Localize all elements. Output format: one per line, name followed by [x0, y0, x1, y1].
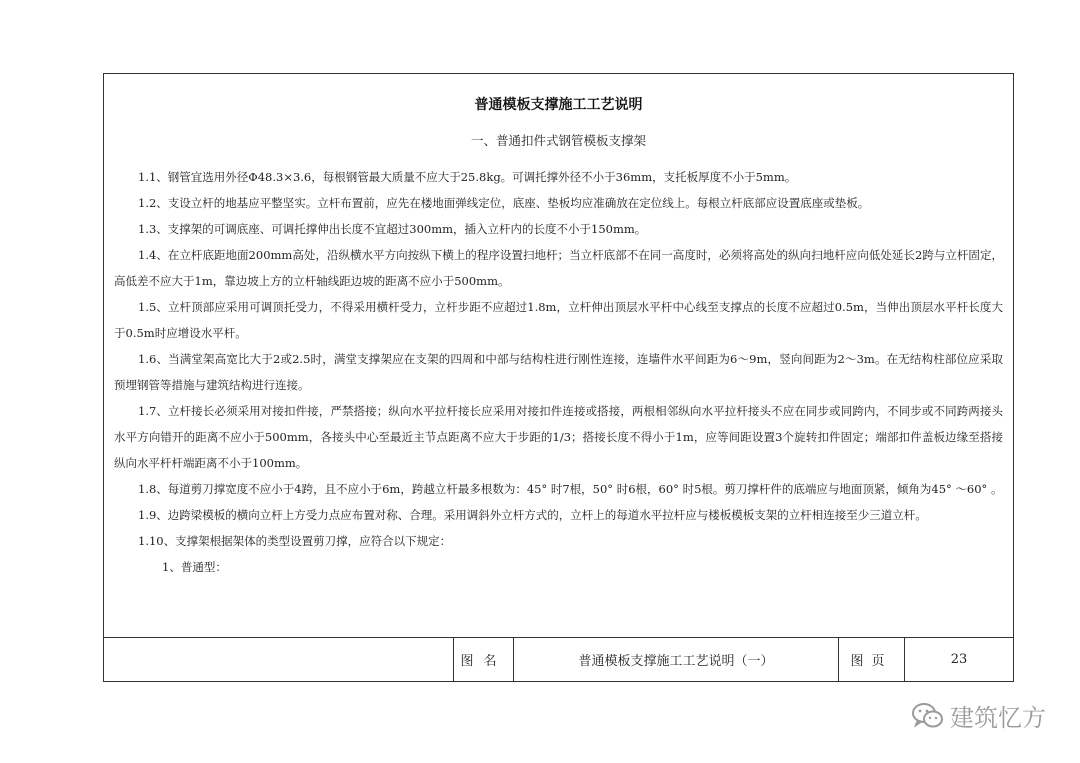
paragraph-1-2: 1.2、支设立杆的地基应平整坚实。立杆布置前，应先在楼地面弹线定位，底座、垫板均应准确放在定位线上。每根立杆底部应设置底座或垫板。 [138, 196, 870, 210]
watermark [912, 698, 1046, 733]
paragraph-1-8: 1.8、每道剪刀撑宽度不应小于4跨，且不应小于6m，跨越立杆最多根数为：45° 时7根，50° 时6根，60° 时5根。剪刀撑杆件的底端应与地面顶紧，倾角为45° ～60° 。 [138, 482, 1003, 496]
document-body [114, 164, 1003, 580]
document-frame [103, 73, 1014, 682]
sub-item-ordinary-type: 1、普通型： [162, 560, 227, 574]
page-label: 图页 [839, 638, 905, 681]
watermark-text: 建筑忆方 [950, 704, 1046, 732]
paragraph-1-1: 1.1、钢管宜选用外径Φ48.3×3.6，每根钢管最大质量不应大于25.8kg。可调托撑外径不小于36mm，支托板厚度不小于5mm。 [138, 170, 797, 184]
paragraph-1-3: 1.3、支撑架的可调底座、可调托撑伸出长度不宜超过300mm，插入立杆内的长度不小于150mm。 [138, 222, 647, 236]
paragraph-1-6: 1.6、当满堂架高宽比大于2或2.5时，满堂支撑架应在支架的四周和中部与结构柱进行刚性连接，连墙件水平间距为6～9m，竖向间距为2～3m。在无结构柱部位应采取预埋钢管等措施与建筑结构进行连接。 [114, 352, 1003, 392]
paragraph-1-7: 1.7、立杆接长必须采用对接扣件接，严禁搭接；纵向水平拉杆接长应采用对接扣件连接或搭接，两根相邻纵向水平拉杆接头不应在同步或同跨内，不同步或不同跨两接头水平方向错开的距离不应小于500mm，各接头中心至最近主节点距离不应大于步距的1/3；搭接长度不得小于1m，应等间距设置3个旋转扣件固定；端部扣件盖板边缘至搭接纵向水平杆杆端距离不小于100mm。 [114, 404, 1003, 470]
document-title: 普通模板支撑施工工艺说明 [474, 97, 643, 113]
paragraph-1-10: 1.10、支撑架根据架体的类型设置剪刀撑，应符合以下规定： [138, 534, 452, 548]
wechat-icon [912, 702, 944, 730]
paragraph-1-4: 1.4、在立杆底距地面200mm高处，沿纵横水平方向按纵下横上的程序设置扫地杆；当立杆底部不在同一高度时，必须将高处的纵向扫地杆应向低处延长2跨与立杆固定，高低差不应大于1m，靠边坡上方的立杆轴线距边坡的距离不应小于500mm。 [114, 248, 1003, 288]
page-number: 23 [950, 652, 968, 667]
section-heading: 一、普通扣件式钢管模板支撑架 [470, 133, 646, 148]
title-block [104, 637, 1013, 681]
title-block-blank [104, 638, 454, 681]
paragraph-1-5: 1.5、立杆顶部应采用可调顶托受力，不得采用横杆受力，立杆步距不应超过1.8m，立杆伸出顶层水平杆中心线至支撑点的长度不应超过0.5m，当伸出顶层水平杆长度大于0.5m时应增设水平杆。 [114, 300, 1003, 340]
paragraph-1-9: 1.9、边跨梁模板的横向立杆上方受力点应布置对称、合理。采用调斜外立杆方式的，立杆上的每道水平拉杆应与楼板模板支架的立杆相连接至少三道立杆。 [138, 508, 927, 522]
drawing-name-label: 图名 [454, 638, 514, 681]
drawing-name: 普通模板支撑施工工艺说明（一） [514, 638, 839, 681]
document-content [104, 74, 1013, 638]
